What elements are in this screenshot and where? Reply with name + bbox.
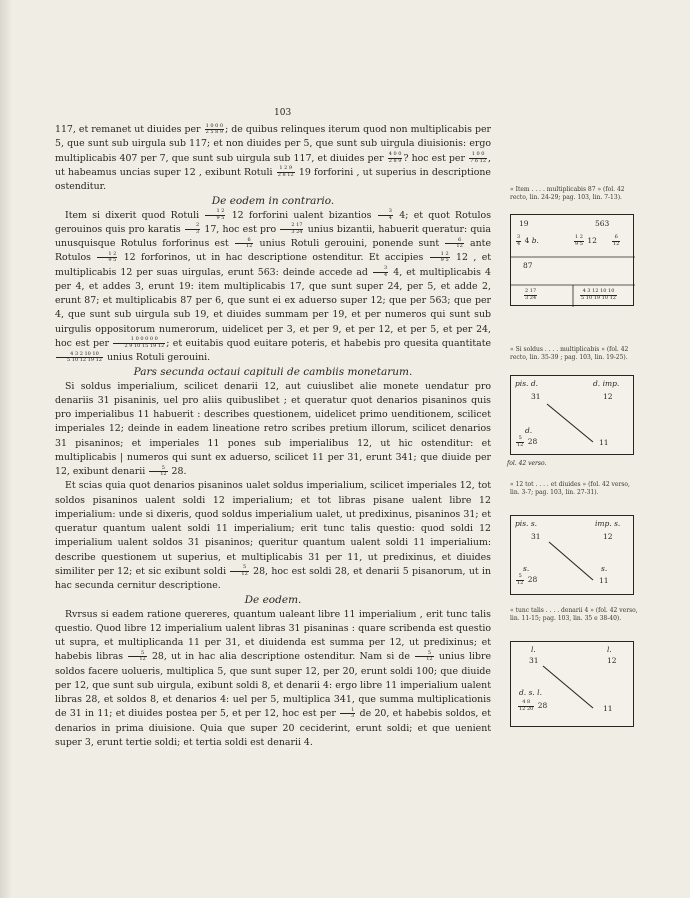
d3-bottom-right: 11 — [599, 576, 609, 585]
paragraph-5: Rvrsus si eadem ratione quereres, quantum ualeant libre 11 imperialium , erit tunc talis questio. Quod libre 12 imperialium ualent libras 31 pisaninas : quare scribenda est questio ut supra, et multiplicanda 11 per 31, et diuidenda est summa per 12, ut predixinus; et habebis libras $\frac{5}{12}$ 28, ut in hac alia descriptione ostenditur. Nam si de $\frac{5}{12}$ unius libre soldos facere uolueris, multiplica 5, que sunt super 12, per 20, erunt soldi 100; que diuide per 12, que sunt sub uirgula, exibunt soldi 8, et denarii 4: ergo libre 11 imperialium ualent libras 28, et soldos 8, et denarios 4: uel per 5, multiplica 341, que summa multiplicationis de 31 in 11; et diuides postea per 5, et per 12, hoc est per $\frac{1}{3}$ de 20, et habebis soldos, et denarios in prima diuisione. Quia que super 20 ceciderint, erunt soldi; et que uenient super 3, erunt tertie soldi; et tertia soldi est denarii 4. — [55, 608, 492, 748]
margin-note-1: « Item . . . . multiplicabis 87 » (fol. 42 recto, lin. 24-29; pag. 103, lin. 7-13). — [510, 186, 625, 201]
d2-unit: d. — [525, 426, 533, 435]
d4-bottom-right: 11 — [603, 704, 613, 713]
fraction: $\frac{1 0 0 0}{2 5 8 9}$ — [205, 122, 224, 135]
d2-bottom-right: 11 — [599, 438, 609, 447]
fraction: $\frac{6}{12}$ — [445, 238, 463, 250]
fraction: $\frac{6}{12}$ — [235, 238, 253, 250]
d1-mid: $\frac{1 2}{9 5}$ 12 — [575, 234, 597, 247]
fraction: $\frac{5}{12}$ — [149, 466, 167, 478]
main-text — [55, 123, 491, 750]
margin-note-4: « tunc talis . . . . denarii 4 » (fol. 42 verso, lin. 11-15; pag. 103, lin. 35 e 38-40). — [510, 607, 638, 622]
margin-note-2: « Si soldus . . . . multiplicabis » (fol. 42 recto, lin. 35-39 ; pag. 103, lin. 19-25). — [510, 346, 629, 361]
d1-top-left: 19 — [519, 219, 529, 228]
d4-top-left: 31 — [529, 656, 539, 665]
section-heading: Pars secunda octaui capituli de cambiis monetarum. — [133, 366, 413, 379]
page-binding-shadow — [0, 0, 12, 898]
d1-bottom-left: 87 — [523, 261, 533, 270]
d3-header-right: imp. s. — [595, 519, 621, 528]
d4-bottom-left: $\frac{4 8}{12 20}$ 28 — [519, 699, 548, 712]
paragraph-1: 117, et remanet ut diuides per $\frac{1 0 0 0}{2 5 8 9}$ ; de quibus relinques iterum quod non multiplicabis per 5, que sunt sub uirgula sub 117; et non diuides per 5, que sunt sub uirgula diuisionis: ergo multiplicabis 407 per 7, que sunt sub uirgula sub 117, et diuides per $\frac{4 0 0}{2 8 9}$ ? hoc est per $\frac{1 0 0}{7 6 12}$ , ut habeamus uncias super 12 , exibunt Rotuli $\frac{1 2 9}{2 8 12}$ 19 forforini , ut superius in descriptione ostenditur. — [55, 122, 491, 192]
d3-bottom-left: $\frac{5}{12}$ 28 — [517, 573, 538, 586]
d3-top-left: 31 — [531, 532, 541, 541]
d2-top-left: 31 — [531, 392, 541, 401]
d4-units: d. s. l. — [519, 688, 542, 697]
d1-top-right: 563 — [595, 219, 610, 228]
diagram-4-lines — [511, 642, 635, 728]
fraction: $\frac{5}{12}$ — [415, 651, 433, 663]
diagram-4 — [510, 641, 634, 727]
fraction: $\frac{2 17}{3 24}$ — [280, 223, 303, 235]
diagram-2 — [510, 375, 634, 455]
paragraph-4: Et scias quia quot denarios pisaninos ualet soldus imperialium, scilicet imperiales 12, tot soldos pisaninos ualent soldi 12 imperialium; et tot libras pisane ualent libre 12 imperialium: unde si dixeris, quod soldus imperialium ualet, ut predixinus, pisaninos 31; et queratur quantum ualent soldi 11 imperialium; erit tunc talis questio: quod soldi 12 imperialium ualent soldos 31 pisaninos; queritur quantum ualent soldi 11 imperialium: describe questionem ut superius, et multiplicabis 31 per 11, ut predixinus, et diuides similiter per 12; et sic exibunt soldi $\frac{5}{12}$ 28, hoc est soldi 28, et denarii 5 pisanorum, ut in hac secunda cernitur descriptione. — [55, 480, 491, 591]
fraction: $\frac{1 2}{9 5}$ — [430, 252, 450, 264]
d2-bottom-left: $\frac{5}{12}$ 28 — [517, 435, 538, 448]
fraction: $\frac{1 2 9}{2 8 12}$ — [277, 165, 294, 178]
diagram-1 — [510, 214, 634, 306]
fraction: $\frac{2}{3}$ — [185, 223, 200, 235]
fraction: $\frac{3}{4}$ — [373, 266, 388, 278]
fraction: $\frac{1 2}{9 5}$ — [205, 209, 225, 221]
fraction: $\frac{4 3 2 10 10}{5 10 12 19 12}$ — [56, 352, 103, 364]
section-heading: De eodem. — [244, 594, 302, 607]
fraction: $\frac{1}{3}$ — [340, 708, 355, 720]
page-number: 103 — [274, 108, 292, 118]
fraction: $\frac{1 0 0 0 0 0}{2 9 10 15 19 12}$ — [113, 337, 165, 349]
fraction: $\frac{1 0 0}{7 6 12}$ — [470, 151, 487, 164]
fraction: $\frac{1 2}{9 5}$ — [97, 252, 117, 264]
d1-mid-right: $\frac{6}{12}$ — [613, 234, 620, 247]
fraction: $\frac{5}{12}$ — [230, 565, 248, 577]
d3-unit-right: s. — [601, 564, 608, 573]
paragraph-3: Si soldus imperialium, scilicet denarii 12, aut cuiuslibet alie monete uendatur pro denariis 31 pisaninis, uel pro aliis quibuslibet ; et queratur quot denarios pisaninos quis pro imperialibus 11 habuerit : describes questionem, uidelicet primo uenditionem, scilicet imperiales 12; deinde in eadem lineatione retro scribes pretium illorum, scilicet denarios 31 pisaninos; et imperiales 11 pones sub imperialibus 12, ut hic ostenditur: et multiplicabis | numeros qui sunt ex aduerso, scilicet 11 per 31, erunt 341; que diuide per 12, exibunt denarii $\frac{5}{12}$ 28. — [55, 380, 491, 477]
d2-top-right: 12 — [603, 392, 613, 401]
fraction: $\frac{5}{12}$ — [128, 651, 146, 663]
d3-top-right: 12 — [603, 532, 613, 541]
d3-header-left: pis. s. — [515, 519, 538, 528]
d1-mid-left: $\frac{3}{4}$ 4 b. — [517, 234, 539, 247]
fraction: $\frac{3}{4}$ — [378, 209, 393, 221]
d4-header-right: l. — [607, 645, 612, 654]
diagram-3 — [510, 515, 634, 595]
margin-note-3: « 12 tot . . . . et diuides » (fol. 42 verso, lin. 3-7; pag. 103, lin. 27-31). — [510, 481, 630, 496]
d2-header-right: d. imp. — [593, 379, 620, 388]
d1-foot-left: $\frac{2 17}{3 24}$ — [525, 288, 537, 301]
d3-unit-left: s. — [523, 564, 530, 573]
paragraph-2: Item si dixerit quod Rotuli $\frac{1 2}{9 5}$ 12 forforini ualent bizantios $\frac{3}{4}$ 4; et quot Rotulos gerouinos quis pro karatis $\frac{2}{3}$ 17, hoc est pro $\frac{2 17}{3 24}$ unius bizantii, habuerit queratur: quia unusquisque Rotulus forforinus est $\frac{6}{12}$ unius Rotuli gerouini, ponende sunt $\frac{6}{12}$ ante Rotulos $\frac{1 2}{9 5}$ 12 forforinos, ut in hac descriptione ostenditur. Et accipies $\frac{1 2}{9 5}$ 12 , et multiplicabis 12 per suas uirgulas, erunt 563: deinde accede ad $\frac{3}{4}$ 4, et multiplicabis 4 per 4, et addes 3, erunt 19: item multiplicabis 17, que sunt super 24, per 5, et adde 2, erunt 87; et multiplicabis 87 per 6, que sunt ei ex aduerso super 12; que per 563; que per 4, que sunt sub uirgula sub 19, et diuides summam per 19, et per numeros qui sunt sub uirgulis oppositorum numerorum, uidelicet per 3, et per 9, et per 12, et per 5, et per 24, hoc est per $\frac{1 0 0 0 0 0}{2 9 10 15 19 12}$ ; et euitabis quod euitare poteris, et habebis pro quesita quantitate $\frac{4 3 2 10 10}{5 10 12 19 12}$ unius Rotuli gerouini. — [55, 208, 492, 363]
d2-header-left: pis. d. — [515, 379, 539, 388]
fraction: $\frac{4 0 0}{2 8 9}$ — [388, 151, 402, 164]
d4-header-left: l. — [531, 645, 536, 654]
d4-top-right: 12 — [607, 656, 617, 665]
section-heading: De eodem in contrario. — [211, 195, 335, 208]
margin-caption: fol. 42 verso. — [507, 460, 547, 467]
d1-foot-right: $\frac{4 3 12 10 10}{5 10 19 10 12}$ — [581, 288, 616, 301]
